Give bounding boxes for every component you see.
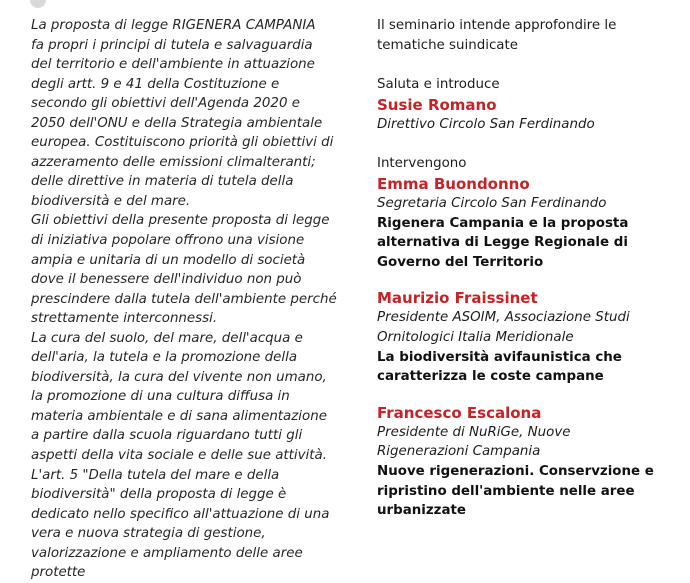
decorative-mark xyxy=(30,0,46,8)
speaker-block xyxy=(377,403,677,521)
body-line: prescindere dalla tutela dell'ambiente perché xyxy=(31,291,337,307)
body-line: L'art. 5 "Della tutela del mare e della xyxy=(31,467,280,483)
speaker-role: Presidente di NuRiGe, Nuove xyxy=(377,424,571,440)
body-line: ampia e unitaria di un modello di società xyxy=(31,252,306,268)
body-line: di iniziativa popolare offrono una visione xyxy=(31,233,305,249)
body-line: strettamente interconnessi. xyxy=(31,311,218,327)
speaker-role: Ornitologici Italia Meridionale xyxy=(377,329,574,345)
body-line: protette xyxy=(31,565,86,581)
speaker-role: Presidente ASOIM, Associazione Studi xyxy=(377,310,630,326)
speaker-block xyxy=(377,174,677,272)
talk-title: Governo del Territorio xyxy=(377,254,544,270)
body-line: aspetti della vita sociale e delle sue attività. xyxy=(31,448,327,464)
speaker-block xyxy=(377,288,677,386)
talk-title: La biodiversità avifaunistica che xyxy=(377,349,622,365)
body-line: La cura del suolo, del mare, dell'acqua e xyxy=(31,330,303,346)
speaker-role: Rigenerazioni Campania xyxy=(377,444,541,460)
host-role: Direttivo Circolo San Ferdinando xyxy=(377,116,595,132)
body-line: degli artt. 9 e 41 della Costituzione e xyxy=(31,76,280,92)
body-line: Gli obiettivi della presente proposta di legge xyxy=(31,213,330,229)
body-line: 2050 dell'ONU e della Strategia ambientale xyxy=(31,115,323,131)
body-line: del territorio e dell'ambiente in attuazione xyxy=(31,57,315,73)
program-column xyxy=(377,16,677,521)
speaker-name: Maurizio Fraissinet xyxy=(377,289,538,308)
body-line: materia ambientale e di sana alimentazione xyxy=(31,408,327,424)
body-line: delle direttive in materia di tutela della xyxy=(31,174,294,190)
body-line: la promozione di una cultura diffusa in xyxy=(31,389,290,405)
body-line: biodiversità, la cura del vivente non umano, xyxy=(31,369,327,385)
speaker-name: Emma Buondonno xyxy=(377,174,530,193)
greeting-label: Saluta e introduce xyxy=(377,77,500,93)
speakers-label: Intervengono xyxy=(377,156,467,172)
body-line: dove il benessere dell'individuo non può xyxy=(31,272,302,288)
body-line: dedicato nello specifico all'attuazione di una xyxy=(31,506,330,522)
body-line: valorizzazione e ampliamento delle aree xyxy=(31,545,303,561)
host-name: Susie Romano xyxy=(377,95,497,114)
body-line: vera e nuova strategia di gestione, xyxy=(31,526,266,542)
body-line: fa propri i principi di tutela e salvaguardia xyxy=(31,37,313,53)
seminar-intro-line: tematiche suindicate xyxy=(377,37,519,53)
body-line: dell'aria, la tutela e la promozione della xyxy=(31,350,298,366)
body-line: secondo gli obiettivi dell'Agenda 2020 e xyxy=(31,96,300,112)
speaker-name: Francesco Escalona xyxy=(377,403,542,422)
intro-text-column xyxy=(31,16,351,583)
talk-title: ripristino dell'ambiente nelle aree xyxy=(377,483,635,499)
body-line: La proposta di legge RIGENERA CAMPANIA xyxy=(31,18,316,33)
body-line: a partire dalla scuola riguardano tutti gli xyxy=(31,428,303,444)
body-line: azzeramento delle emissioni climalteranti; xyxy=(31,154,316,170)
body-line: biodiversità" della proposta di legge è xyxy=(31,487,287,503)
speaker-role: Segretaria Circolo San Ferdinando xyxy=(377,195,607,211)
talk-title: alternativa di Legge Regionale di xyxy=(377,235,628,251)
body-line: biodiversità e del mare. xyxy=(31,193,191,209)
seminar-intro-line: Il seminario intende approfondire le xyxy=(377,18,617,33)
talk-title: urbanizzate xyxy=(377,503,466,519)
body-line: europea. Costituiscono priorità gli obiettivi di xyxy=(31,135,334,151)
talk-title: Nuove rigenerazioni. Conservzione e xyxy=(377,463,654,479)
talk-title: Rigenera Campania e la proposta xyxy=(377,215,629,231)
talk-title: caratterizza le coste campane xyxy=(377,369,604,385)
